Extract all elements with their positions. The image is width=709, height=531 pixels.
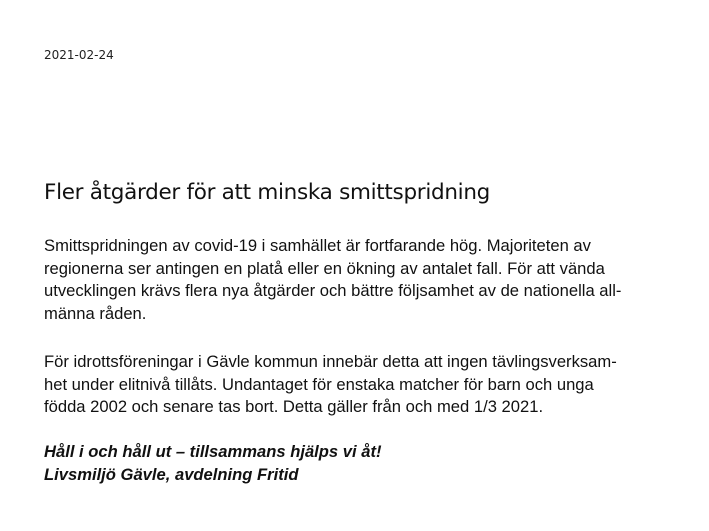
document-title: Fler åtgärder för att minska smittspridning — [44, 180, 491, 205]
paragraph-2 — [44, 351, 704, 419]
signature-block — [44, 441, 382, 486]
paragraph-1 — [44, 235, 704, 325]
paragraph-1-line: utvecklingen krävs flera nya åtgärder och bättre följsamhet av de nationella all- — [44, 281, 622, 300]
document-date: 2021-02-24 — [44, 48, 114, 62]
slogan: Håll i och håll ut – tillsammans hjälps vi åt! — [44, 442, 382, 461]
signature: Livsmiljö Gävle, avdelning Fritid — [44, 464, 299, 484]
paragraph-1-line: regionerna ser antingen en platå eller en ökning av antalet fall. För att vända — [44, 258, 605, 278]
paragraph-2-line: För idrottsföreningar i Gävle kommun innebär detta att ingen tävlingsverksam- — [44, 352, 617, 371]
paragraph-2-line: födda 2002 och senare tas bort. Detta gäller från och med 1/3 2021. — [44, 397, 544, 416]
paragraph-1-line: männa råden. — [44, 303, 147, 323]
paragraph-2-line: het under elitnivå tillåts. Undantaget för enstaka matcher för barn och unga — [44, 374, 594, 394]
paragraph-1-line: Smittspridningen av covid-19 i samhället är fortfarande hög. Majoriteten av — [44, 236, 591, 255]
